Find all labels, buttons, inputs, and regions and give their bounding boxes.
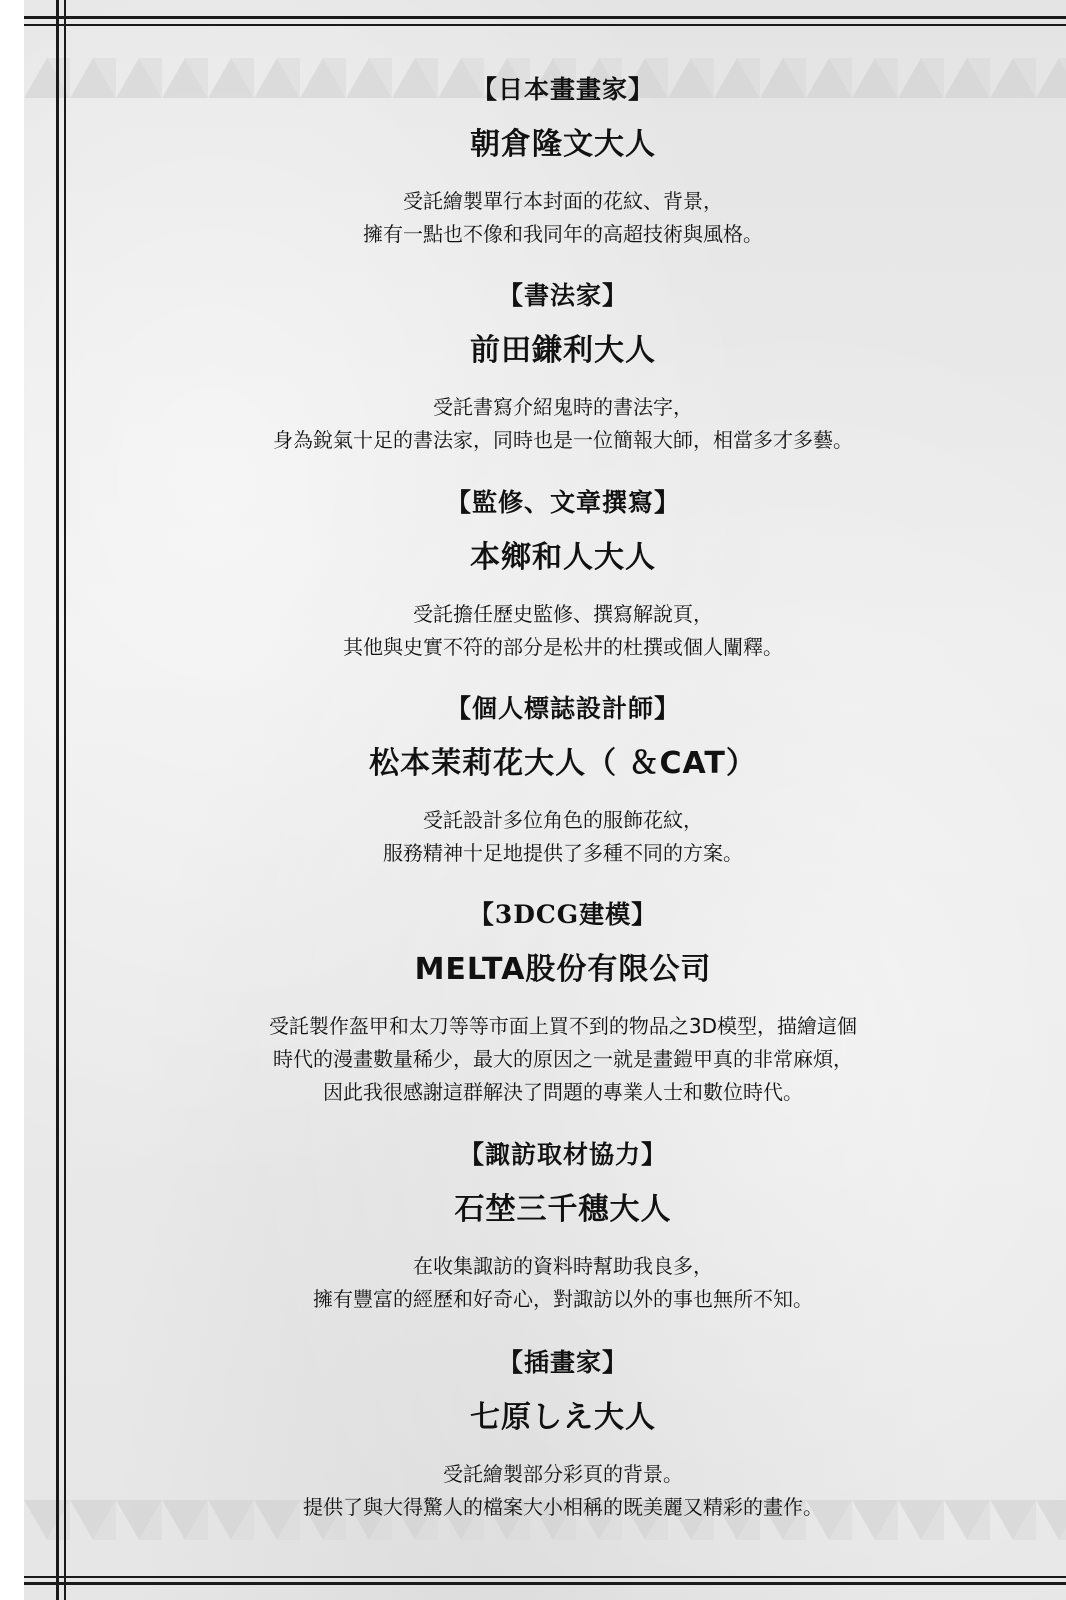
bottom-frame-line-outer	[24, 1582, 1066, 1585]
description-line: 在收集諏訪的資料時幫助我良多，	[413, 1254, 713, 1278]
description-line: 受託繪製單行本封面的花紋、背景，	[403, 189, 723, 213]
description-line: 服務精神十足地提供了多種不同的方案。	[383, 841, 743, 865]
description-line: 擁有一點也不像和我同年的高超技術與風格。	[363, 222, 763, 246]
credit-role: 【書法家】	[497, 281, 628, 310]
credit-description	[60, 1010, 1066, 1109]
credit-role: 【日本畫畫家】	[471, 75, 654, 104]
credit-section	[60, 692, 1066, 870]
credit-section	[60, 279, 1066, 457]
credit-description	[60, 391, 1066, 457]
credit-description	[60, 1458, 1066, 1524]
description-line: 提供了與大得驚人的檔案大小相稱的既美麗又精彩的畫作。	[303, 1495, 823, 1519]
credit-role: 【插畫家】	[497, 1348, 628, 1377]
top-frame-line-outer	[24, 16, 1066, 19]
description-line: 身為銳氣十足的書法家，同時也是一位簡報大師，相當多才多藝。	[273, 428, 853, 452]
credit-name: 石埜三千穗大人	[454, 1192, 672, 1227]
credit-role: 【監修、文章撰寫】	[445, 488, 680, 517]
credit-description	[60, 1250, 1066, 1316]
credit-name: 松本茉莉花大人（ ＆CAT）	[369, 746, 757, 781]
description-line: 受託擔任歷史監修、撰寫解說頁，	[413, 602, 713, 626]
credit-description	[60, 598, 1066, 664]
description-line: 其他與史實不符的部分是松井的杜撰或個人闡釋。	[343, 635, 783, 659]
description-line: 受託書寫介紹鬼時的書法字，	[433, 395, 693, 419]
credit-name: 朝倉隆文大人	[470, 127, 656, 162]
left-frame-line-outer	[56, 0, 59, 1600]
credit-section	[60, 73, 1066, 251]
credit-section	[60, 486, 1066, 664]
credit-role: 【諏訪取材協力】	[458, 1140, 667, 1169]
description-line: 受託製作盔甲和太刀等等市面上買不到的物品之3D模型，描繪這個	[268, 1014, 858, 1038]
credit-name: 本鄉和人大人	[470, 540, 656, 575]
credit-name: 前田鎌利大人	[470, 333, 656, 368]
description-line: 擁有豐富的經歷和好奇心，對諏訪以外的事也無所不知。	[313, 1287, 813, 1311]
credit-description	[60, 804, 1066, 870]
description-line: 受託繪製部分彩頁的背景。	[443, 1462, 683, 1486]
credit-section	[60, 1138, 1066, 1316]
credit-role: 【3DCG建模】	[468, 900, 658, 929]
description-line: 因此我很感謝這群解決了問題的專業人士和數位時代。	[323, 1080, 803, 1104]
bottom-frame-line-inner	[24, 1576, 1066, 1578]
page-left-margin	[0, 0, 24, 1600]
description-line: 時代的漫畫數量稀少，最大的原因之一就是畫鎧甲真的非常麻煩，	[273, 1047, 853, 1071]
description-line: 受託設計多位角色的服飾花紋，	[423, 808, 703, 832]
credit-section	[60, 898, 1066, 1109]
top-frame-line-inner	[24, 24, 1066, 26]
credit-name: MELTA股份有限公司	[414, 952, 712, 987]
credit-name: 七原しえ大人	[470, 1400, 656, 1435]
credit-section	[60, 1346, 1066, 1524]
credit-description	[60, 185, 1066, 251]
credit-role: 【個人標誌設計師】	[445, 694, 680, 723]
